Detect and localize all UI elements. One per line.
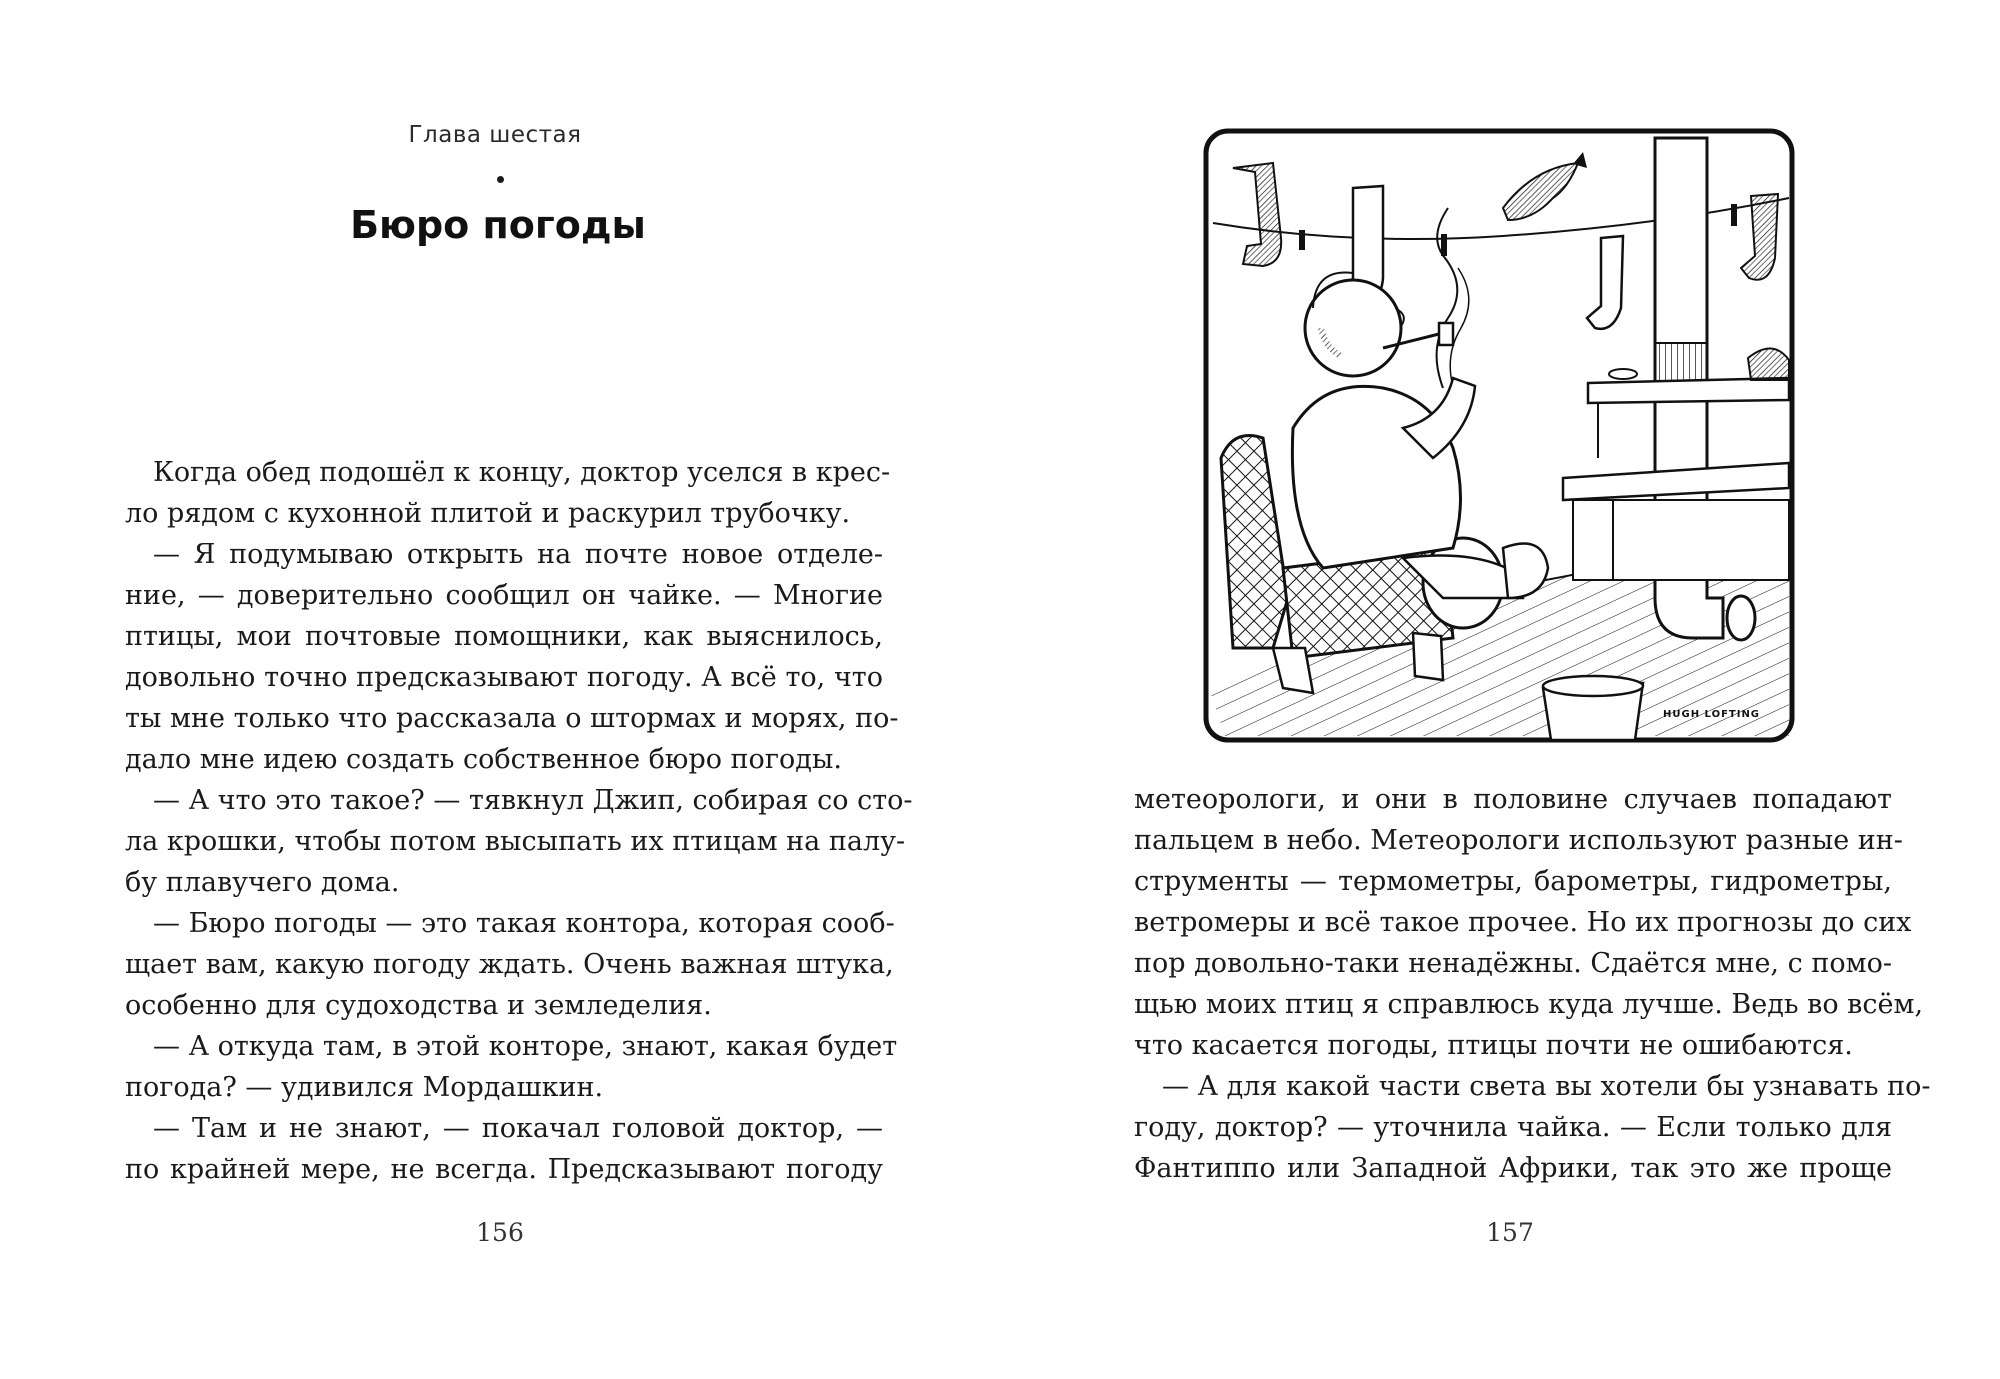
illustration-signature: HUGH LOFTING <box>1663 709 1761 720</box>
text-line: по крайней мере, не всегда. Предсказывают погоду <box>125 1154 883 1185</box>
right-body-text <box>1134 779 1931 1189</box>
text-line: погода? — удивился Мордашкин. <box>125 1072 604 1103</box>
text-line: птицы, мои почтовые помощники, как выяснилось, <box>125 621 883 652</box>
text-line: — Там и не знают, — покачал головой доктор, — <box>153 1113 883 1144</box>
chapter-label: Глава шестая <box>408 122 582 148</box>
text-line: — Бюро погоды — это такая контора, которая сооб- <box>153 908 895 939</box>
text-line: метеорологи, и они в половине случаев попадают <box>1134 784 1892 815</box>
text-line: что касается погоды, птицы почти не ошибаются. <box>1134 1030 1853 1061</box>
illustration-drawing <box>1203 128 1795 743</box>
left-body-text <box>125 452 913 1190</box>
text-line: — А откуда там, в этой конторе, знают, какая будет <box>153 1031 898 1062</box>
text-line: — А для какой части света вы хотели бы узнавать по- <box>1162 1071 1931 1102</box>
text-line: пальцем в небо. Метеорологи используют разные ин- <box>1134 825 1903 856</box>
chapter-separator-dot <box>497 176 504 183</box>
text-line: — А что это такое? — тявкнул Джип, собирая со сто- <box>153 785 913 816</box>
text-line: ние, — доверительно сообщил он чайке. — Многие <box>125 580 883 611</box>
text-line: Фантиппо или Западной Африки, так это же проще <box>1134 1153 1892 1184</box>
text-line: ло рядом с кухонной плитой и раскурил трубочку. <box>125 498 851 529</box>
text-line: ветромеры и всё такое прочее. Но их прогнозы до сих <box>1134 907 1912 938</box>
text-line: — Я подумываю открыть на почте новое отделе- <box>153 539 883 570</box>
text-line: особенно для судоходства и земледелия. <box>125 990 712 1021</box>
text-line: ты мне только что рассказала о штормах и морях, по- <box>125 703 899 734</box>
text-line: струменты — термометры, барометры, гидрометры, <box>1134 866 1892 897</box>
text-line: Когда обед подошёл к концу, доктор уселся в крес- <box>153 457 891 488</box>
text-line: щает вам, какую погоду ждать. Очень важная штука, <box>125 949 894 980</box>
text-line: году, доктор? — уточнила чайка. — Если только для <box>1134 1112 1892 1143</box>
text-line: пор довольно-таки ненадёжны. Сдаётся мне, с помо- <box>1134 948 1892 979</box>
page-number-right: 157 <box>1486 1218 1534 1247</box>
text-line: бу плавучего дома. <box>125 867 400 898</box>
text-line: щью моих птиц я справлюсь куда лучше. Ведь во всём, <box>1134 989 1924 1020</box>
page-number-left: 156 <box>476 1218 524 1247</box>
chapter-title: Бюро погоды <box>350 203 646 247</box>
text-line: довольно точно предсказывают погоду. А всё то, что <box>125 662 883 693</box>
text-line: ла крошки, чтобы потом высыпать их птицам на палу- <box>125 826 906 857</box>
text-line: дало мне идею создать собственное бюро погоды. <box>125 744 842 775</box>
illustration-doctor-smoking-pipe <box>1203 128 1795 743</box>
